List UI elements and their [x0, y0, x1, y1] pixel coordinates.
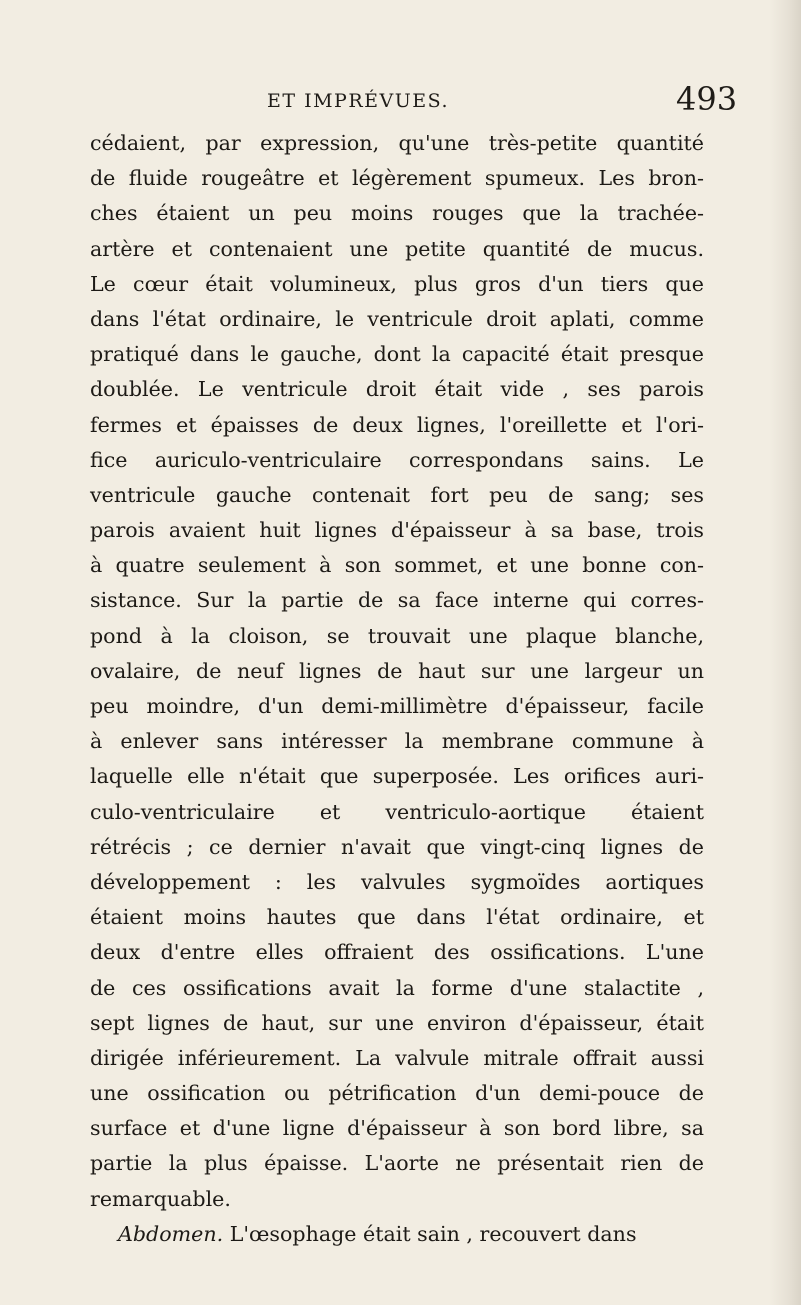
text-line: pond à la cloison, se trouvait une plaque blanche, [90, 623, 704, 648]
text-line: culo-ventriculaire et ventriculo-aortique étaient [90, 799, 704, 824]
text-line: parois avaient huit lignes d'épaisseur à sa base, trois [90, 518, 704, 543]
text-line: sept lignes de haut, sur une environ d'épaisseur, était [90, 1010, 704, 1035]
section-text: L'œsophage était sain , recouvert dans [223, 1221, 637, 1246]
text-line: artère et contenaient une petite quantité de mucus. [90, 236, 704, 261]
text-line: à quatre seulement à son sommet, et une bonne con- [90, 553, 704, 578]
text-line: une ossification ou pétrification d'un demi-pouce de [90, 1081, 704, 1106]
text-line: Le cœur était volumineux, plus gros d'un tiers que [90, 271, 704, 296]
page-number: 493 [676, 80, 738, 118]
text-line: dans l'état ordinaire, le ventricule droit aplati, comme [90, 306, 704, 331]
text-line: peu moindre, d'un demi-millimètre d'épaisseur, facile [90, 694, 704, 718]
running-title: ET IMPRÉVUES. [267, 90, 449, 112]
text-line: sistance. Sur la partie de sa face interne qui corres- [90, 588, 704, 613]
text-line: à enlever sans intéresser la membrane commune à [90, 729, 704, 754]
text-line: fice auriculo-ventriculaire correspondans sains. Le [90, 447, 704, 472]
text-line: partie la plus épaisse. L'aorte ne présentait rien de [90, 1151, 704, 1176]
section-heading: Abdomen. [118, 1221, 224, 1246]
page-header [0, 80, 801, 120]
text-line: deux d'entre elles offraient des ossifications. L'une [90, 940, 704, 965]
page-gutter-shadow [769, 0, 801, 1305]
text-line: cédaient, par expression, qu'une très-petite quantité [90, 131, 704, 155]
text-line: ovalaire, de neuf lignes de haut sur une largeur un [90, 658, 704, 683]
text-line: ventricule gauche contenait fort peu de sang; ses [90, 482, 704, 507]
text-line: de ces ossifications avait la forme d'une stalactite , [90, 975, 704, 1000]
text-line: pratiqué dans le gauche, dont la capacité était presque [90, 342, 704, 367]
text-line: rétrécis ; ce dernier n'avait que vingt-cinq lignes de [90, 834, 704, 859]
text-line: doublée. Le ventricule droit était vide , ses parois [90, 377, 704, 402]
text-line: développement : les valvules sygmoïdes aortiques [90, 869, 704, 894]
text-line: surface et d'une ligne d'épaisseur à son bord libre, sa [90, 1116, 704, 1141]
section-line [90, 1217, 704, 1252]
text-line: de fluide rougeâtre et légèrement spumeux. Les bron- [90, 166, 704, 191]
text-line: étaient moins hautes que dans l'état ordinaire, et [90, 905, 704, 930]
body-text [90, 126, 704, 1252]
text-line: dirigée inférieurement. La valvule mitrale offrait aussi [90, 1045, 704, 1070]
text-line: fermes et épaisses de deux lignes, l'oreillette et l'ori- [90, 412, 704, 437]
text-line: remarquable. [90, 1186, 231, 1211]
text-line: laquelle elle n'était que superposée. Les orifices auri- [90, 764, 704, 789]
text-line: ches étaient un peu moins rouges que la trachée- [90, 201, 704, 226]
